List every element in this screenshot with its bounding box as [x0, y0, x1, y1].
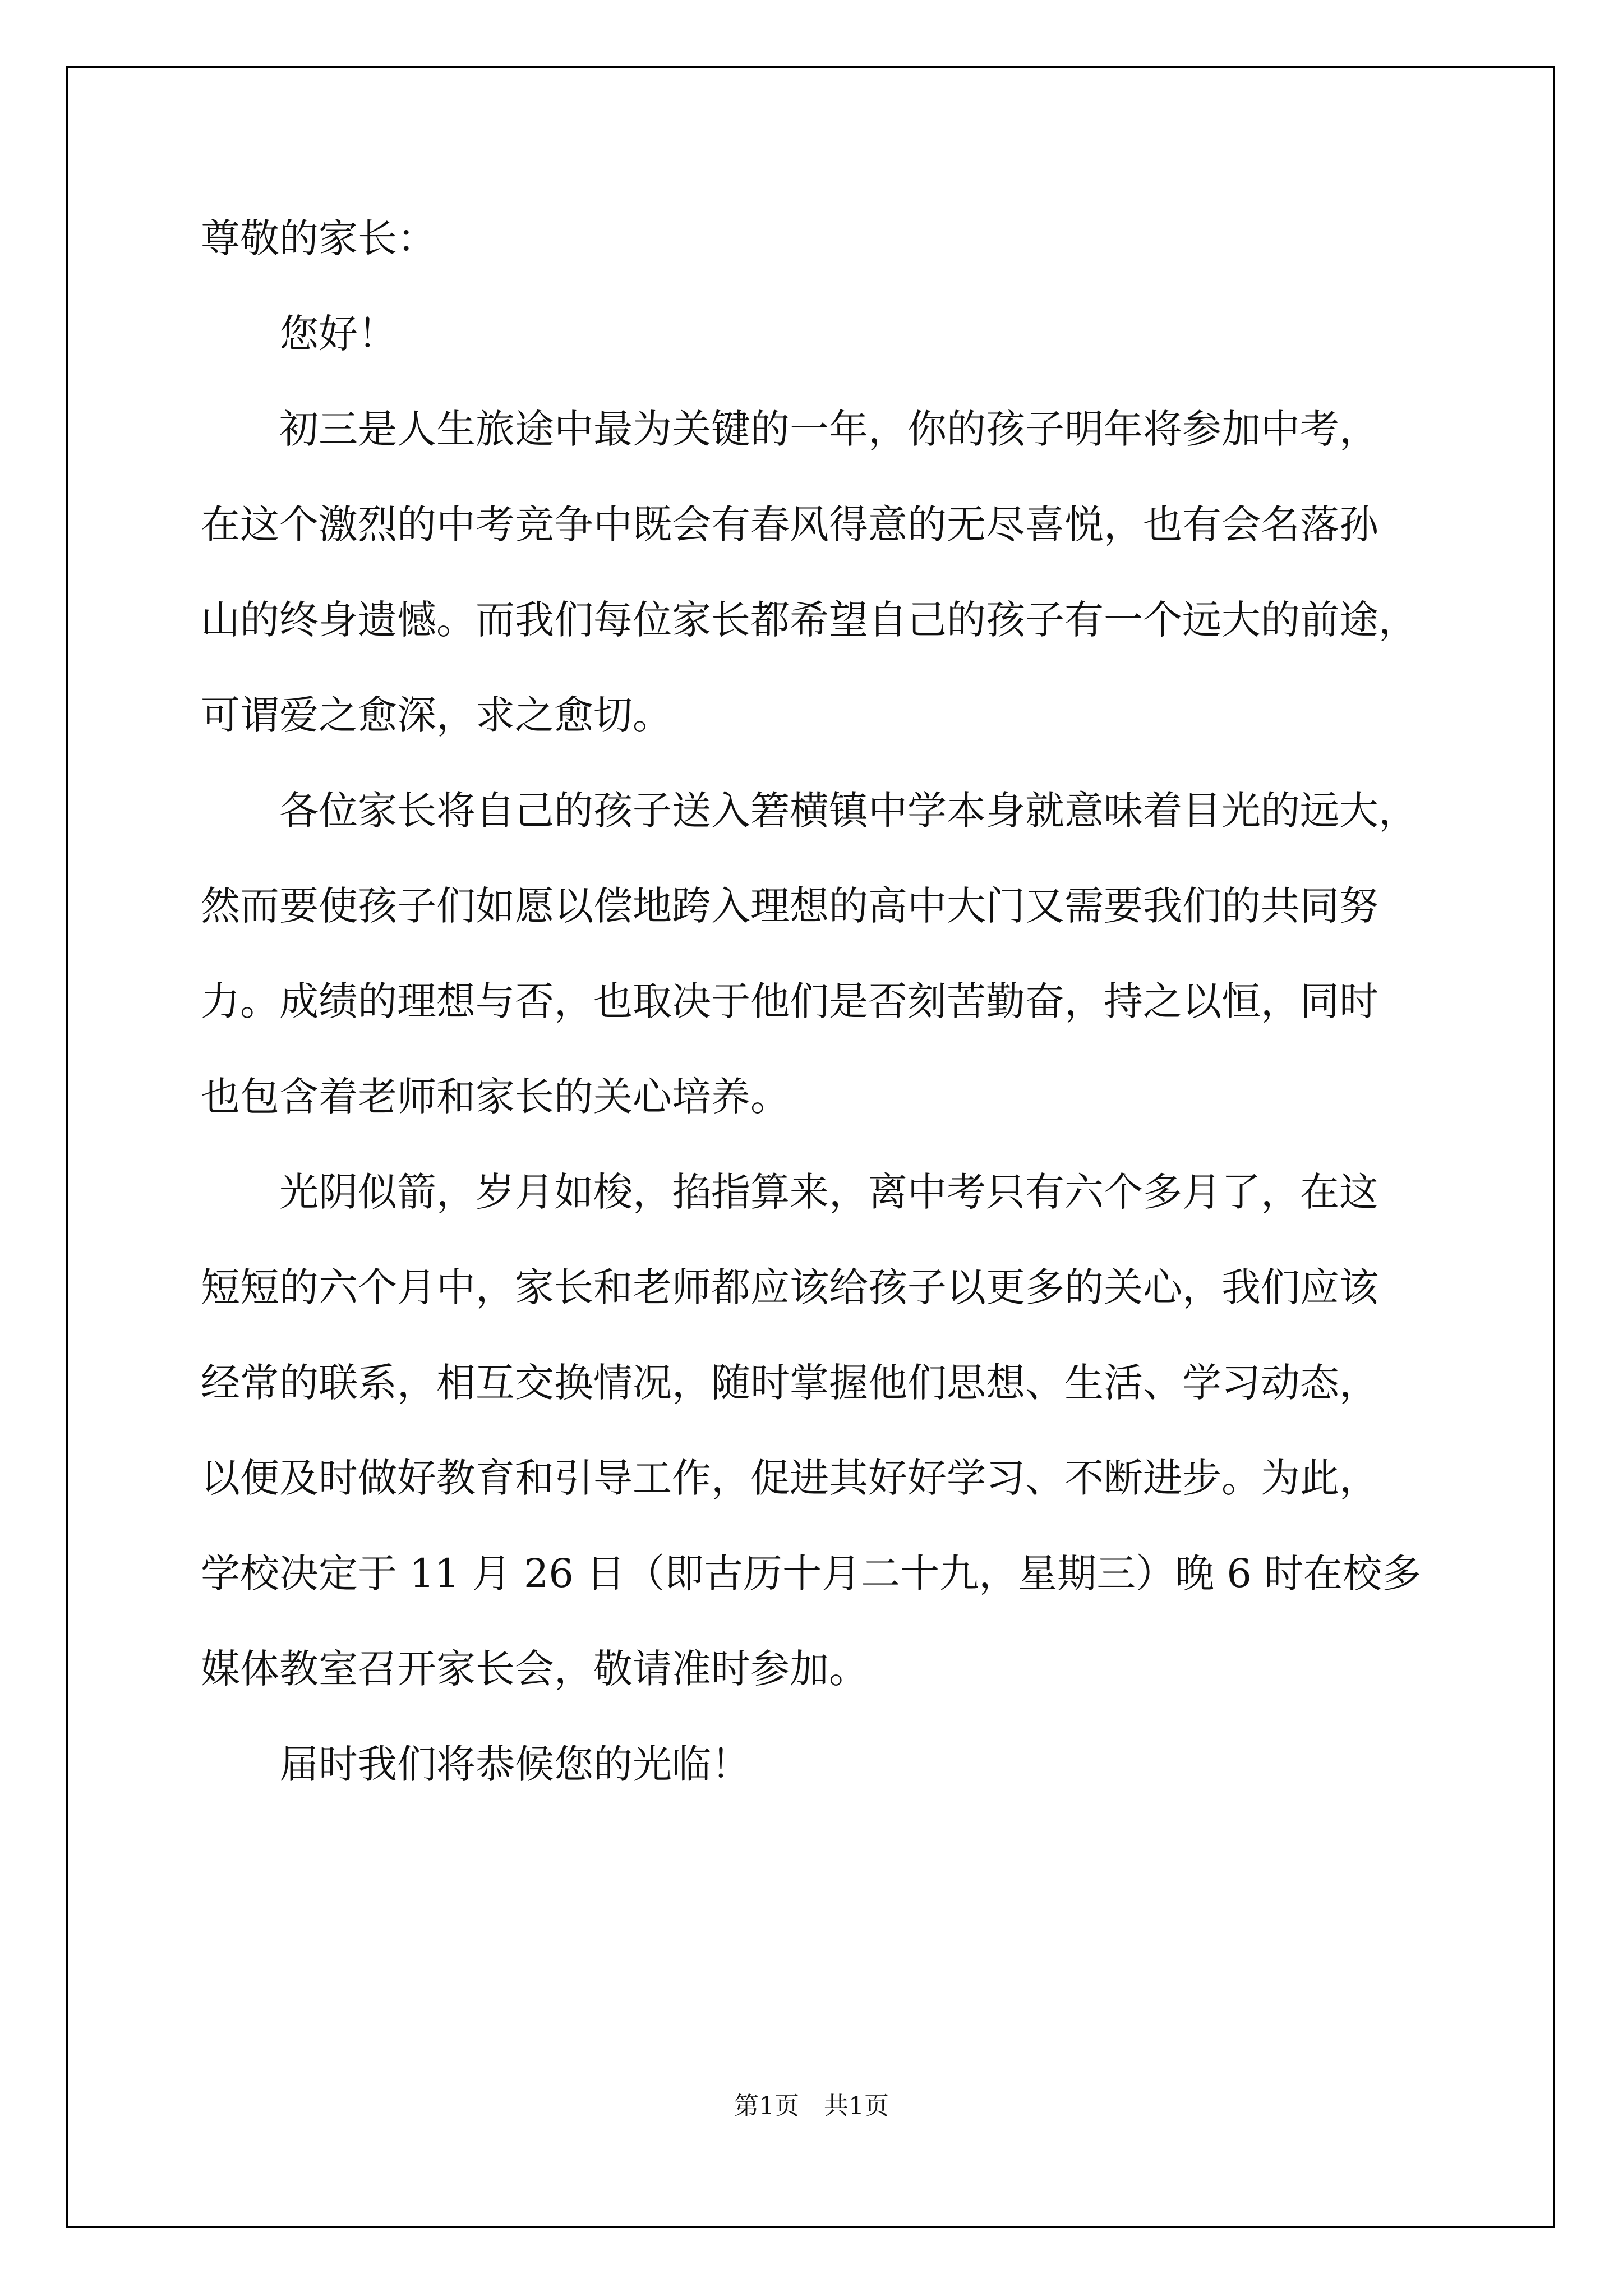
paragraph-line: 光阴似箭，岁月如梭，掐指算来，离中考只有六个多月了，在这 — [279, 1169, 1378, 1215]
paragraph-line: 以便及时做好教育和引导工作，促进其好好学习、不断进步。为此， — [201, 1455, 1378, 1501]
closing: 届时我们将恭候您的光临！ — [279, 1741, 750, 1787]
page-frame — [66, 66, 1555, 2228]
paragraph-line: 经常的联系，相互交换情况，随时掌握他们思想、生活、学习动态， — [201, 1360, 1378, 1406]
paragraph-line: 山的终身遗憾。而我们每位家长都希望自己的孩子有一个远大的前途， — [201, 597, 1418, 643]
paragraph-line: 在这个激烈的中考竞争中既会有春风得意的无尽喜悦，也有会名落孙 — [201, 501, 1378, 547]
salutation: 尊敬的家长： — [201, 215, 436, 261]
paragraph-line: 媒体教室召开家长会，敬请准时参加。 — [201, 1646, 868, 1692]
paragraph-line: 然而要使孩子们如愿以偿地跨入理想的高中大门又需要我们的共同努 — [201, 883, 1378, 929]
paragraph-line: 学校决定于 11 月 26 日（即古历十月二十九，星期三）晚 6 时在校多 — [201, 1550, 1422, 1596]
paragraph-line: 也包含着老师和家长的关心培养。 — [201, 1074, 790, 1120]
paragraph-line: 可谓爱之愈深，求之愈切。 — [201, 692, 672, 738]
greeting: 您好！ — [279, 311, 397, 357]
paragraph-line: 短短的六个月中，家长和老师都应该给孩子以更多的关心，我们应该 — [201, 1264, 1378, 1310]
page-number: 第1页 共1页 — [734, 2092, 889, 2120]
paragraph-line: 力。成绩的理想与否，也取决于他们是否刻苦勤奋，持之以恒，同时 — [201, 978, 1378, 1024]
paragraph-line: 初三是人生旅途中最为关键的一年，你的孩子明年将参加中考， — [279, 406, 1378, 452]
paragraph-line: 各位家长将自己的孩子送入箬横镇中学本身就意味着目光的远大， — [279, 788, 1418, 834]
